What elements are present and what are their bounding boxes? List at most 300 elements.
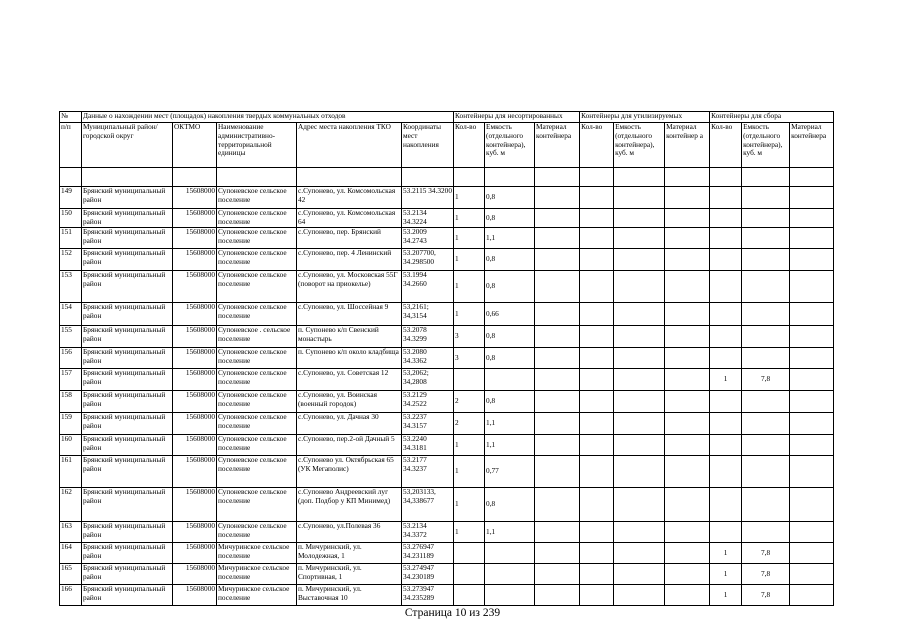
unsorted-count-cell: 1 xyxy=(454,456,485,488)
collect-count-cell xyxy=(710,391,742,413)
collect-count-cell xyxy=(710,413,742,435)
admin-unit-cell: Мичуринское сельское поселение xyxy=(217,543,297,564)
unsorted-count-cell: 1 xyxy=(454,435,485,456)
unsorted-count-cell: 1 xyxy=(454,249,485,271)
unsorted-capacity-cell: 0,8 xyxy=(485,326,535,348)
utilized-material-cell xyxy=(665,488,710,522)
collect-capacity-cell xyxy=(742,271,790,303)
utilized-material-cell xyxy=(665,187,710,209)
district-header: Муниципальный район/городской округ xyxy=(82,123,173,168)
group-header-row xyxy=(60,112,834,123)
collect-material-cell xyxy=(790,488,834,522)
unsorted-material-cell xyxy=(535,391,580,413)
address-cell: с.Супонево, пер. 4 Ленинский xyxy=(297,249,402,271)
collect-capacity-header: Емкость (отдельного контейнера), куб. м xyxy=(742,123,790,168)
table-row xyxy=(60,209,834,228)
utilized-material-cell xyxy=(665,249,710,271)
admin-unit-cell: Супоневское сельское поселение xyxy=(217,228,297,249)
row-number-cell: 150 xyxy=(60,209,82,228)
unsorted-capacity-cell xyxy=(485,369,535,391)
page-number: Страница 10 из 239 xyxy=(404,607,501,619)
oktmo-cell: 15608000 xyxy=(173,456,217,488)
admin-unit-cell: Супоневское сельское поселение xyxy=(217,413,297,435)
admin-unit-cell: Супоневское сельское поселение xyxy=(217,456,297,488)
collect-capacity-cell xyxy=(742,435,790,456)
unsorted-material-cell xyxy=(535,348,580,369)
unsorted-capacity-cell: 0,8 xyxy=(485,249,535,271)
collect-material-header: Материал контейнера xyxy=(790,123,834,168)
coords-cell: 53.274947 34.230189 xyxy=(402,564,454,585)
address-cell: п. Мичуринский, ул. Молодежная, 1 xyxy=(297,543,402,564)
unsorted-material-cell xyxy=(535,543,580,564)
unsorted-capacity-cell xyxy=(485,564,535,585)
district-cell: Брянский муниципальный район xyxy=(82,303,173,326)
admin-unit-cell: Супоневское сельское поселение xyxy=(217,249,297,271)
district-cell: Брянский муниципальный район xyxy=(82,187,173,209)
coords-cell: 53.2129 34.2522 xyxy=(402,391,454,413)
table-row xyxy=(60,391,834,413)
row-number-cell: 165 xyxy=(60,564,82,585)
collect-material-cell xyxy=(790,456,834,488)
collect-group-header: Контейнеры для сбора xyxy=(710,112,834,123)
utilized-count-cell xyxy=(580,209,614,228)
unsorted-material-cell xyxy=(535,435,580,456)
oktmo-cell: 15608000 xyxy=(173,187,217,209)
collect-count-cell xyxy=(710,348,742,369)
collect-capacity-cell xyxy=(742,456,790,488)
district-cell: Брянский муниципальный район xyxy=(82,326,173,348)
table-row xyxy=(60,228,834,249)
oktmo-cell: 15608000 xyxy=(173,348,217,369)
utilized-capacity-cell xyxy=(614,413,665,435)
collect-material-cell xyxy=(790,303,834,326)
unsorted-count-cell: 1 xyxy=(454,228,485,249)
unsorted-material-cell xyxy=(535,564,580,585)
collect-material-cell xyxy=(790,391,834,413)
admin-unit-cell: Супоневское сельское поселение xyxy=(217,209,297,228)
utilized-material-cell xyxy=(665,326,710,348)
unsorted-material-cell xyxy=(535,585,580,606)
collect-capacity-cell: 7,8 xyxy=(742,564,790,585)
row-number-cell: 162 xyxy=(60,488,82,522)
collect-capacity-cell xyxy=(742,303,790,326)
collect-material-cell xyxy=(790,271,834,303)
utilized-capacity-cell xyxy=(614,228,665,249)
tko-group-header: Данные о нахождении мест (площадок) накопления твердых коммунальных отходов xyxy=(82,112,454,123)
table-row xyxy=(60,488,834,522)
address-cell: п. Мичуринский, ул. Выставочная 10 xyxy=(297,585,402,606)
coords-cell: 53.273947 34.235289 xyxy=(402,585,454,606)
pp-header: п/п xyxy=(60,123,82,168)
utilized-count-cell xyxy=(580,271,614,303)
oktmo-cell: 15608000 xyxy=(173,271,217,303)
utilized-material-cell xyxy=(665,564,710,585)
row-number-cell: 159 xyxy=(60,413,82,435)
admin-unit-cell: Супоневское сельское поселение xyxy=(217,348,297,369)
coords-cell: 53.2237 34.3157 xyxy=(402,413,454,435)
coords-header: Координаты мест накопления xyxy=(402,123,454,168)
collect-count-cell: 1 xyxy=(710,369,742,391)
coords-cell: 53.2177 34.3237 xyxy=(402,456,454,488)
unsorted-material-cell xyxy=(535,456,580,488)
row-number-cell: 153 xyxy=(60,271,82,303)
utilized-count-cell xyxy=(580,369,614,391)
district-cell: Брянский муниципальный район xyxy=(82,488,173,522)
oktmo-cell: 15608000 xyxy=(173,391,217,413)
district-cell: Брянский муниципальный район xyxy=(82,435,173,456)
collect-count-cell xyxy=(710,209,742,228)
table-row xyxy=(60,326,834,348)
coords-cell: 53.2080 34.3362 xyxy=(402,348,454,369)
unsorted-material-cell xyxy=(535,369,580,391)
utilized-material-cell xyxy=(665,228,710,249)
admin-unit-cell: Супоневское сельское поселение xyxy=(217,488,297,522)
address-cell: с.Супонево, ул. Московская 55Г (поворот на приокелье) xyxy=(297,271,402,303)
row-number-cell: 149 xyxy=(60,187,82,209)
collect-capacity-cell xyxy=(742,413,790,435)
unsorted-material-cell xyxy=(535,488,580,522)
row-number-cell: 151 xyxy=(60,228,82,249)
table-row xyxy=(60,564,834,585)
collect-count-cell xyxy=(710,326,742,348)
address-cell: с.Супонево, пер.2-ой Дачный 5 xyxy=(297,435,402,456)
row-number-cell: 163 xyxy=(60,522,82,543)
oktmo-cell: 15608000 xyxy=(173,303,217,326)
collect-capacity-cell xyxy=(742,326,790,348)
district-cell: Брянский муниципальный район xyxy=(82,413,173,435)
utilized-count-cell xyxy=(580,564,614,585)
unsorted-count-cell: 1 xyxy=(454,271,485,303)
oktmo-cell: 15608000 xyxy=(173,413,217,435)
utilized-count-cell xyxy=(580,413,614,435)
coords-cell: 53.2009 34.2743 xyxy=(402,228,454,249)
coords-cell: 53.2134 34.3224 xyxy=(402,209,454,228)
district-cell: Брянский муниципальный район xyxy=(82,348,173,369)
unsorted-material-cell xyxy=(535,209,580,228)
utilized-capacity-cell xyxy=(614,456,665,488)
address-cell: п. Мичуринский, ул. Спортивная, 1 xyxy=(297,564,402,585)
collect-count-cell xyxy=(710,435,742,456)
row-number-cell: 158 xyxy=(60,391,82,413)
utilized-count-cell xyxy=(580,391,614,413)
collect-capacity-cell: 7,8 xyxy=(742,543,790,564)
utilized-capacity-cell xyxy=(614,326,665,348)
district-cell: Брянский муниципальный район xyxy=(82,585,173,606)
collect-capacity-cell xyxy=(742,209,790,228)
oktmo-cell: 15608000 xyxy=(173,228,217,249)
collect-count-cell xyxy=(710,271,742,303)
unsorted-count-cell: 1 xyxy=(454,187,485,209)
admin-unit-cell: Супоневское сельское поселение xyxy=(217,391,297,413)
coords-cell: 53,203133, 34,338677 xyxy=(402,488,454,522)
collect-capacity-cell xyxy=(742,249,790,271)
collect-count-cell: 1 xyxy=(710,564,742,585)
unsorted-capacity-cell: 0,8 xyxy=(485,488,535,522)
table-row xyxy=(60,435,834,456)
collect-material-cell xyxy=(790,326,834,348)
row-number-cell: 155 xyxy=(60,326,82,348)
unsorted-count-cell: 3 xyxy=(454,326,485,348)
utilized-count-cell xyxy=(580,228,614,249)
unsorted-count-cell: 3 xyxy=(454,348,485,369)
unsorted-capacity-cell: 0,8 xyxy=(485,209,535,228)
tko-sites-table xyxy=(59,111,834,606)
coords-cell: 53.276947 34.231189 xyxy=(402,543,454,564)
unsorted-capacity-cell: 1,1 xyxy=(485,522,535,543)
utilized-count-cell xyxy=(580,488,614,522)
collect-count-cell: 1 xyxy=(710,543,742,564)
coords-cell: 53.2134 34.3372 xyxy=(402,522,454,543)
district-cell: Брянский муниципальный район xyxy=(82,369,173,391)
table-row xyxy=(60,271,834,303)
utilized-count-cell xyxy=(580,303,614,326)
coords-cell: 53.2115 34.3200 xyxy=(402,187,454,209)
utilized-material-cell xyxy=(665,543,710,564)
address-cell: с.Супонево, ул.Полевая 36 xyxy=(297,522,402,543)
utilized-capacity-cell xyxy=(614,488,665,522)
collect-material-cell xyxy=(790,585,834,606)
unsorted-capacity-cell: 0,8 xyxy=(485,187,535,209)
unsorted-count-cell: 1 xyxy=(454,522,485,543)
oktmo-cell: 15608000 xyxy=(173,564,217,585)
collect-count-header: Кол-во xyxy=(710,123,742,168)
row-number-cell: 160 xyxy=(60,435,82,456)
table-row xyxy=(60,522,834,543)
unsorted-capacity-header: Емкость (отдельного контейнера), куб. м xyxy=(485,123,535,168)
coords-cell: 53.207700, 34.298500 xyxy=(402,249,454,271)
oktmo-cell: 15608000 xyxy=(173,585,217,606)
oktmo-cell: 15608000 xyxy=(173,488,217,522)
utilized-capacity-cell xyxy=(614,543,665,564)
admin-unit-cell: Супоневское сельское поселение xyxy=(217,187,297,209)
address-header: Адрес места накопления ТКО xyxy=(297,123,402,168)
unsorted-material-header: Материал контейнера xyxy=(535,123,580,168)
unsorted-count-cell xyxy=(454,585,485,606)
utilized-capacity-cell xyxy=(614,522,665,543)
admin-unit-cell: Супоневское сельское поселение xyxy=(217,303,297,326)
utilized-material-cell xyxy=(665,391,710,413)
utilized-capacity-cell xyxy=(614,271,665,303)
oktmo-cell: 15608000 xyxy=(173,209,217,228)
row-number-cell: 157 xyxy=(60,369,82,391)
utilized-capacity-cell xyxy=(614,209,665,228)
utilized-count-cell xyxy=(580,187,614,209)
oktmo-cell: 15608000 xyxy=(173,249,217,271)
row-number-cell: 164 xyxy=(60,543,82,564)
unsorted-count-cell: 1 xyxy=(454,303,485,326)
utilized-material-cell xyxy=(665,413,710,435)
table-row xyxy=(60,413,834,435)
collect-count-cell xyxy=(710,187,742,209)
unsorted-material-cell xyxy=(535,187,580,209)
admin-unit-header: Наименование административно-территориальной единицы xyxy=(217,123,297,168)
unsorted-material-cell xyxy=(535,271,580,303)
unsorted-capacity-cell: 0,66 xyxy=(485,303,535,326)
collect-count-cell: 1 xyxy=(710,585,742,606)
address-cell: с.Супонево Андреевский луг (доп. Подбор у КП Минимед) xyxy=(297,488,402,522)
unsorted-capacity-cell: 0,8 xyxy=(485,271,535,303)
collect-count-cell xyxy=(710,228,742,249)
collect-capacity-cell: 7,8 xyxy=(742,369,790,391)
collect-count-cell xyxy=(710,488,742,522)
unsorted-count-cell xyxy=(454,543,485,564)
unsorted-capacity-cell: 0,8 xyxy=(485,391,535,413)
collect-count-cell xyxy=(710,303,742,326)
district-cell: Брянский муниципальный район xyxy=(82,249,173,271)
collect-material-cell xyxy=(790,522,834,543)
utilized-capacity-cell xyxy=(614,249,665,271)
address-cell: с.Супонево ул. Октябрьская 65 (УК Мегаполис) xyxy=(297,456,402,488)
utilized-capacity-cell xyxy=(614,348,665,369)
district-cell: Брянский муниципальный район xyxy=(82,522,173,543)
oktmo-cell: 15608000 xyxy=(173,369,217,391)
utilized-count-cell xyxy=(580,585,614,606)
table-row xyxy=(60,369,834,391)
utilized-count-cell xyxy=(580,435,614,456)
address-cell: с.Супонево, пер. Брянский xyxy=(297,228,402,249)
table-body xyxy=(60,112,834,606)
collect-count-cell xyxy=(710,522,742,543)
collect-material-cell xyxy=(790,435,834,456)
table-row xyxy=(60,543,834,564)
utilized-count-cell xyxy=(580,249,614,271)
address-cell: с.Супонево, ул. Советская 12 xyxy=(297,369,402,391)
collect-material-cell xyxy=(790,209,834,228)
collect-capacity-cell xyxy=(742,228,790,249)
row-number-cell: 161 xyxy=(60,456,82,488)
utilized-capacity-cell xyxy=(614,564,665,585)
blank-row xyxy=(60,168,834,187)
num-header: № xyxy=(60,112,82,123)
district-cell: Брянский муниципальный район xyxy=(82,456,173,488)
address-cell: с.Супонево, ул. Дачная 30 xyxy=(297,413,402,435)
utilized-capacity-cell xyxy=(614,435,665,456)
utilized-count-cell xyxy=(580,522,614,543)
coords-cell: 53,2062; 34,2808 xyxy=(402,369,454,391)
collect-capacity-cell xyxy=(742,488,790,522)
utilized-count-cell xyxy=(580,456,614,488)
coords-cell: 53.1994 34.2660 xyxy=(402,271,454,303)
unsorted-count-cell xyxy=(454,564,485,585)
address-cell: п. Супонево к/п около кладбища xyxy=(297,348,402,369)
utilized-material-cell xyxy=(665,369,710,391)
collect-count-cell xyxy=(710,249,742,271)
table-row xyxy=(60,187,834,209)
utilized-material-cell xyxy=(665,435,710,456)
unsorted-material-cell xyxy=(535,249,580,271)
address-cell: с.Супонево, ул. Шоссейная 9 xyxy=(297,303,402,326)
table-row xyxy=(60,348,834,369)
address-cell: с.Супонево, ул. Воинская (военный городок) xyxy=(297,391,402,413)
collect-material-cell xyxy=(790,187,834,209)
utilized-material-cell xyxy=(665,522,710,543)
unsorted-material-cell xyxy=(535,522,580,543)
admin-unit-cell: Супоневское сельское поселение xyxy=(217,522,297,543)
utilized-group-header: Контейнеры для утилизируемых xyxy=(580,112,710,123)
utilized-material-cell xyxy=(665,209,710,228)
admin-unit-cell: Мичуринское сельское поселение xyxy=(217,585,297,606)
unsorted-material-cell xyxy=(535,413,580,435)
unsorted-capacity-cell: 1,1 xyxy=(485,435,535,456)
collect-material-cell xyxy=(790,413,834,435)
table-row xyxy=(60,303,834,326)
district-cell: Брянский муниципальный район xyxy=(82,564,173,585)
address-cell: п. Супонево к/п Свенский монастырь xyxy=(297,326,402,348)
utilized-material-cell xyxy=(665,271,710,303)
unsorted-material-cell xyxy=(535,228,580,249)
unsorted-capacity-cell: 1,1 xyxy=(485,413,535,435)
collect-capacity-cell xyxy=(742,522,790,543)
district-cell: Брянский муниципальный район xyxy=(82,391,173,413)
collect-count-cell xyxy=(710,456,742,488)
collect-capacity-cell xyxy=(742,391,790,413)
collect-material-cell xyxy=(790,249,834,271)
admin-unit-cell: Супоневское сельское поселение xyxy=(217,435,297,456)
unsorted-capacity-cell xyxy=(485,585,535,606)
district-cell: Брянский муниципальный район xyxy=(82,209,173,228)
utilized-material-cell xyxy=(665,303,710,326)
unsorted-capacity-cell: 0,77 xyxy=(485,456,535,488)
unsorted-count-cell: 2 xyxy=(454,391,485,413)
collect-material-cell xyxy=(790,564,834,585)
district-cell: Брянский муниципальный район xyxy=(82,228,173,249)
collect-material-cell xyxy=(790,369,834,391)
collect-material-cell xyxy=(790,543,834,564)
unsorted-material-cell xyxy=(535,326,580,348)
unsorted-count-cell: 1 xyxy=(454,209,485,228)
utilized-count-cell xyxy=(580,348,614,369)
unsorted-capacity-cell: 1,1 xyxy=(485,228,535,249)
table-row xyxy=(60,456,834,488)
coords-cell: 53.2240 34.3181 xyxy=(402,435,454,456)
coords-cell: 53,2161; 34,3154 xyxy=(402,303,454,326)
unsorted-material-cell xyxy=(535,303,580,326)
utilized-material-header: Материал контейнер а xyxy=(665,123,710,168)
row-number-cell: 156 xyxy=(60,348,82,369)
district-cell: Брянский муниципальный район xyxy=(82,543,173,564)
oktmo-cell: 15608000 xyxy=(173,543,217,564)
unsorted-capacity-cell xyxy=(485,543,535,564)
unsorted-count-header: Кол-во xyxy=(454,123,485,168)
address-cell: с.Супонево, ул. Комсомольская 42 xyxy=(297,187,402,209)
row-number-cell: 154 xyxy=(60,303,82,326)
utilized-material-cell xyxy=(665,348,710,369)
table-row xyxy=(60,585,834,606)
utilized-capacity-cell xyxy=(614,369,665,391)
collect-capacity-cell xyxy=(742,348,790,369)
collect-capacity-cell: 7,8 xyxy=(742,585,790,606)
oktmo-header: ОКТМО xyxy=(173,123,217,168)
utilized-count-cell xyxy=(580,543,614,564)
utilized-capacity-cell xyxy=(614,187,665,209)
district-cell: Брянский муниципальный район xyxy=(82,271,173,303)
oktmo-cell: 15608000 xyxy=(173,522,217,543)
row-number-cell: 152 xyxy=(60,249,82,271)
admin-unit-cell: Мичуринское сельское поселение xyxy=(217,564,297,585)
unsorted-count-cell: 1 xyxy=(454,488,485,522)
table-row xyxy=(60,249,834,271)
unsorted-count-cell xyxy=(454,369,485,391)
address-cell: с.Супонево, ул. Комсомольская 64 xyxy=(297,209,402,228)
collect-material-cell xyxy=(790,348,834,369)
admin-unit-cell: Супоневское . сельское поселение xyxy=(217,326,297,348)
unsorted-count-cell: 2 xyxy=(454,413,485,435)
collect-capacity-cell xyxy=(742,187,790,209)
unsorted-capacity-cell: 0,8 xyxy=(485,348,535,369)
admin-unit-cell: Супоневское сельское поселение xyxy=(217,271,297,303)
utilized-capacity-cell xyxy=(614,391,665,413)
utilized-count-cell xyxy=(580,326,614,348)
